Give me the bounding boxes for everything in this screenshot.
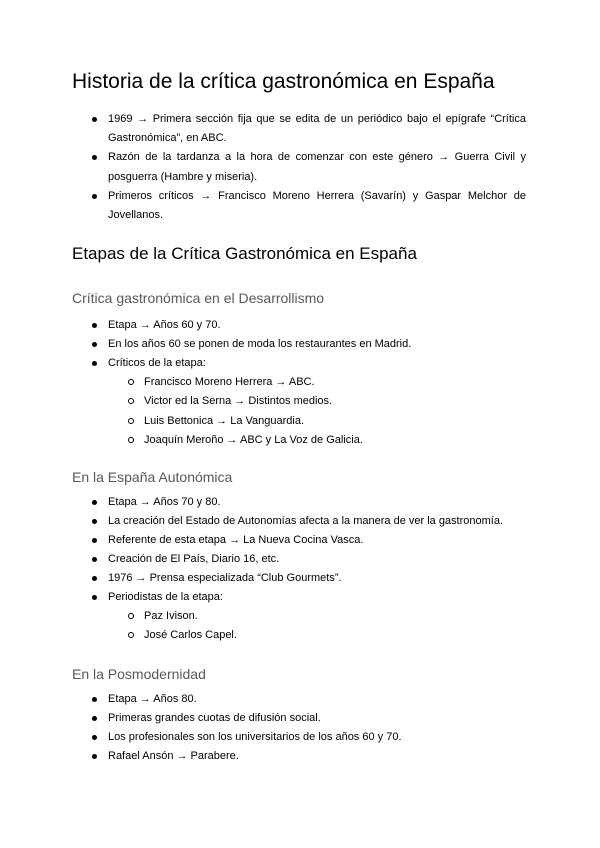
bullet-icon	[92, 754, 97, 759]
bullet-icon	[92, 361, 97, 366]
bullet-icon	[92, 538, 97, 543]
section-title: Etapas de la Crítica Gastronómica en España	[72, 244, 417, 263]
bullet-icon	[92, 576, 97, 581]
list-item: Creación de El País, Diario 16, etc.	[108, 550, 538, 569]
bullet-icon	[92, 117, 97, 122]
list-item: 1976 → Prensa especializada “Club Gourmets”.	[108, 569, 538, 588]
bullet-icon	[92, 557, 97, 562]
list-item: Razón de la tardanza a la hora de comenzar con este género → Guerra Civil y posguerra (Hambre y miseria).	[108, 148, 526, 186]
bullet-icon	[92, 519, 97, 524]
list-item: La creación del Estado de Autonomías afecta a la manera de ver la gastronomía.	[108, 512, 538, 531]
sublist-item: Francisco Moreno Herrera → ABC.	[144, 373, 538, 392]
list-item: Rafael Ansón → Parabere.	[108, 747, 538, 766]
desarrollismo-list	[108, 316, 538, 450]
list-item: Periodistas de la etapa: Paz Ivison. José Carlos Capel.	[108, 588, 538, 646]
list-item: Etapa → Años 80.	[108, 690, 538, 709]
subsection-heading-desarrollismo: Crítica gastronómica en el Desarrollismo	[72, 290, 325, 306]
bullet-icon	[92, 323, 97, 328]
list-item: Críticos de la etapa: Francisco Moreno Herrera → ABC. Victor ed la Serna → Distintos medios. Luis Bettonica → La Vanguardia. Joaquín Meroño → ABC y La Voz de Galicia.	[108, 354, 538, 450]
autonomica-list	[108, 493, 538, 646]
intro-list	[108, 110, 526, 225]
bullet-icon	[92, 500, 97, 505]
list-item: Etapa → Años 70 y 80.	[108, 493, 538, 512]
bullet-icon	[92, 697, 97, 702]
journalists-sublist	[108, 607, 538, 646]
subsection-heading-autonomica: En la España Autonómica	[72, 469, 233, 485]
circle-bullet-icon	[128, 613, 134, 619]
list-item: Primeras grandes cuotas de difusión social.	[108, 709, 538, 728]
list-item: Referente de esta etapa → La Nueva Cocina Vasca.	[108, 531, 538, 550]
circle-bullet-icon	[128, 379, 134, 385]
sublist-item: José Carlos Capel.	[144, 626, 538, 645]
list-item: Los profesionales son los universitarios de los años 60 y 70.	[108, 728, 538, 747]
sublist-item: Victor ed la Serna → Distintos medios.	[144, 392, 538, 411]
bullet-icon	[92, 342, 97, 347]
list-item: Etapa → Años 60 y 70.	[108, 316, 538, 335]
bullet-icon	[92, 595, 97, 600]
sublist-item: Paz Ivison.	[144, 607, 538, 626]
list-item: Primeros críticos → Francisco Moreno Herrera (Savarín) y Gaspar Melchor de Jovellanos.	[108, 187, 526, 225]
list-item: En los años 60 se ponen de moda los restaurantes en Madrid.	[108, 335, 538, 354]
circle-bullet-icon	[128, 632, 134, 638]
bullet-icon	[92, 155, 97, 160]
circle-bullet-icon	[128, 418, 134, 424]
bullet-icon	[92, 194, 97, 199]
document-title: Historia de la crítica gastronómica en España	[72, 70, 495, 93]
circle-bullet-icon	[128, 437, 134, 443]
posmodernidad-list	[108, 690, 538, 766]
bullet-icon	[92, 735, 97, 740]
bullet-icon	[92, 716, 97, 721]
subsection-heading-posmodernidad: En la Posmodernidad	[72, 666, 206, 682]
critics-sublist	[108, 373, 538, 450]
sublist-item: Luis Bettonica → La Vanguardia.	[144, 412, 538, 431]
list-item: 1969 → Primera sección fija que se edita de un periódico bajo el epígrafe “Crítica Gastronómica”, en ABC.	[108, 110, 526, 148]
sublist-item: Joaquín Meroño → ABC y La Voz de Galicia.	[144, 431, 538, 450]
circle-bullet-icon	[128, 398, 134, 404]
